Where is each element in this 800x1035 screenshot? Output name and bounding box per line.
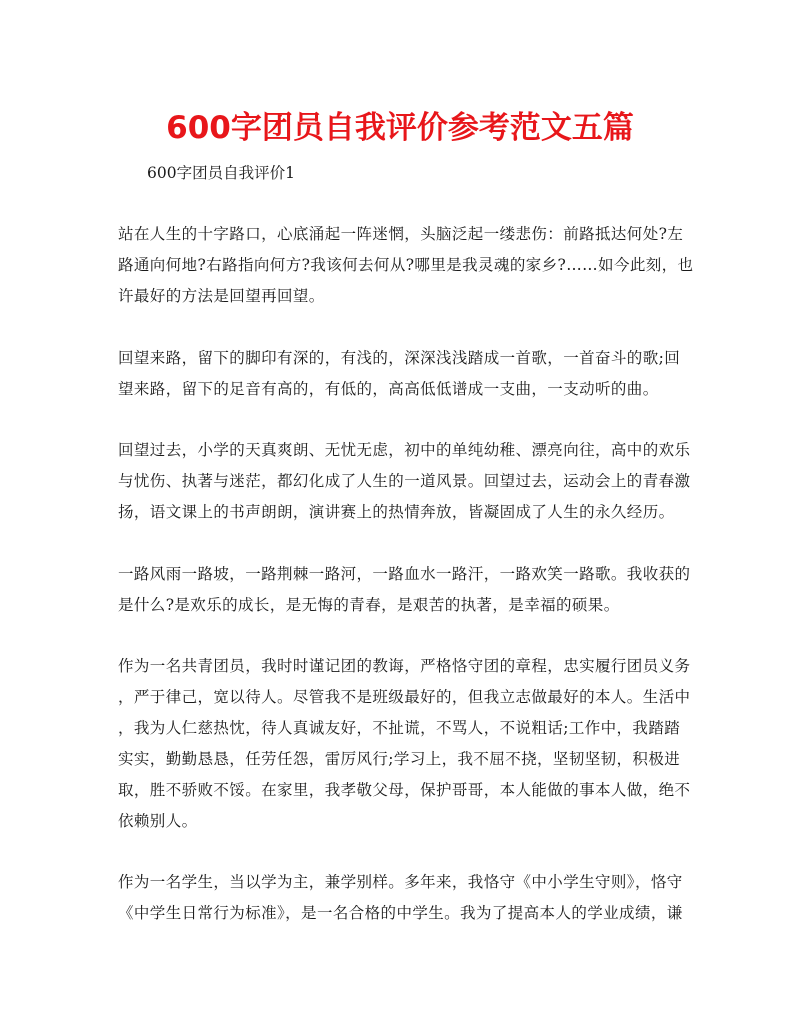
text-line: 站在人生的十字路口，心底涌起一阵迷惘，头脑泛起一缕悲伤：前路抵达何处?左 [118,225,684,243]
text-line: ，严于律己，宽以待人。尽管我不是班级最好的，但我立志做最好的本人。生活中 [118,688,691,706]
text-line: 作为一名学生，当以学为主，兼学别样。多年来，我恪守《中小学生守则》，恪守 [118,873,683,891]
text-line: 取，胜不骄败不馁。在家里，我孝敬父母，保护哥哥，本人能做的事本人做，绝不 [118,781,691,799]
text-line: 望来路，留下的足音有高的，有低的，高高低低谱成一支曲，一支动听的曲。 [118,380,659,398]
text-line: 与忧伤、执著与迷茫，都幻化成了人生的一道风景。回望过去，运动会上的青春激 [118,472,691,490]
paragraph-3 [118,435,690,528]
text-line: 实实，勤勤恳恳，任劳任怨，雷厉风行;学习上，我不屈不挠，坚韧坚韧，积极进 [118,750,681,768]
text-line: 一路风雨一路坡，一路荆棘一路河，一路血水一路汗，一路欢笑一路歌。我收获的 [118,565,691,583]
text-line: 扬，语文课上的书声朗朗，演讲赛上的热情奔放，皆凝固成了人生的永久经历。 [118,503,675,521]
paragraph-2 [118,343,690,405]
text-line: 回望过去，小学的天真爽朗、无忧无虑，初中的单纯幼稚、漂亮向往，高中的欢乐 [118,441,691,459]
paragraph-6 [118,867,690,929]
text-line: ，我为人仁慈热忱，待人真诚友好，不扯谎，不骂人，不说粗话;工作中，我踏踏 [118,719,681,737]
paragraph-5 [118,651,690,837]
text-line: 依赖别人。 [118,812,198,830]
paragraph-1 [118,219,694,312]
document-title: 600字团员自我评价参考范文五篇 [166,110,634,146]
text-line: 路通向何地?右路指向何方?我该何去何从?哪里是我灵魂的家乡?……如今此刻，也 [118,256,694,274]
section-heading: 600字团员自我评价1 [147,164,295,182]
text-line: 作为一名共青团员，我时时谨记团的教诲，严格恪守团的章程，忠实履行团员义务 [118,657,691,675]
text-line: 是什么?是欢乐的成长，是无悔的青春，是艰苦的执著，是幸福的硕果。 [118,596,620,614]
paragraph-4 [118,559,690,621]
text-line: 回望来路，留下的脚印有深的，有浅的，深深浅浅踏成一首歌，一首奋斗的歌;回 [118,349,681,367]
text-line: 许最好的方法是回望再回望。 [118,287,325,305]
text-line: 《中学生日常行为标准》，是一名合格的中学生。我为了提高本人的学业成绩，谦 [118,904,683,922]
